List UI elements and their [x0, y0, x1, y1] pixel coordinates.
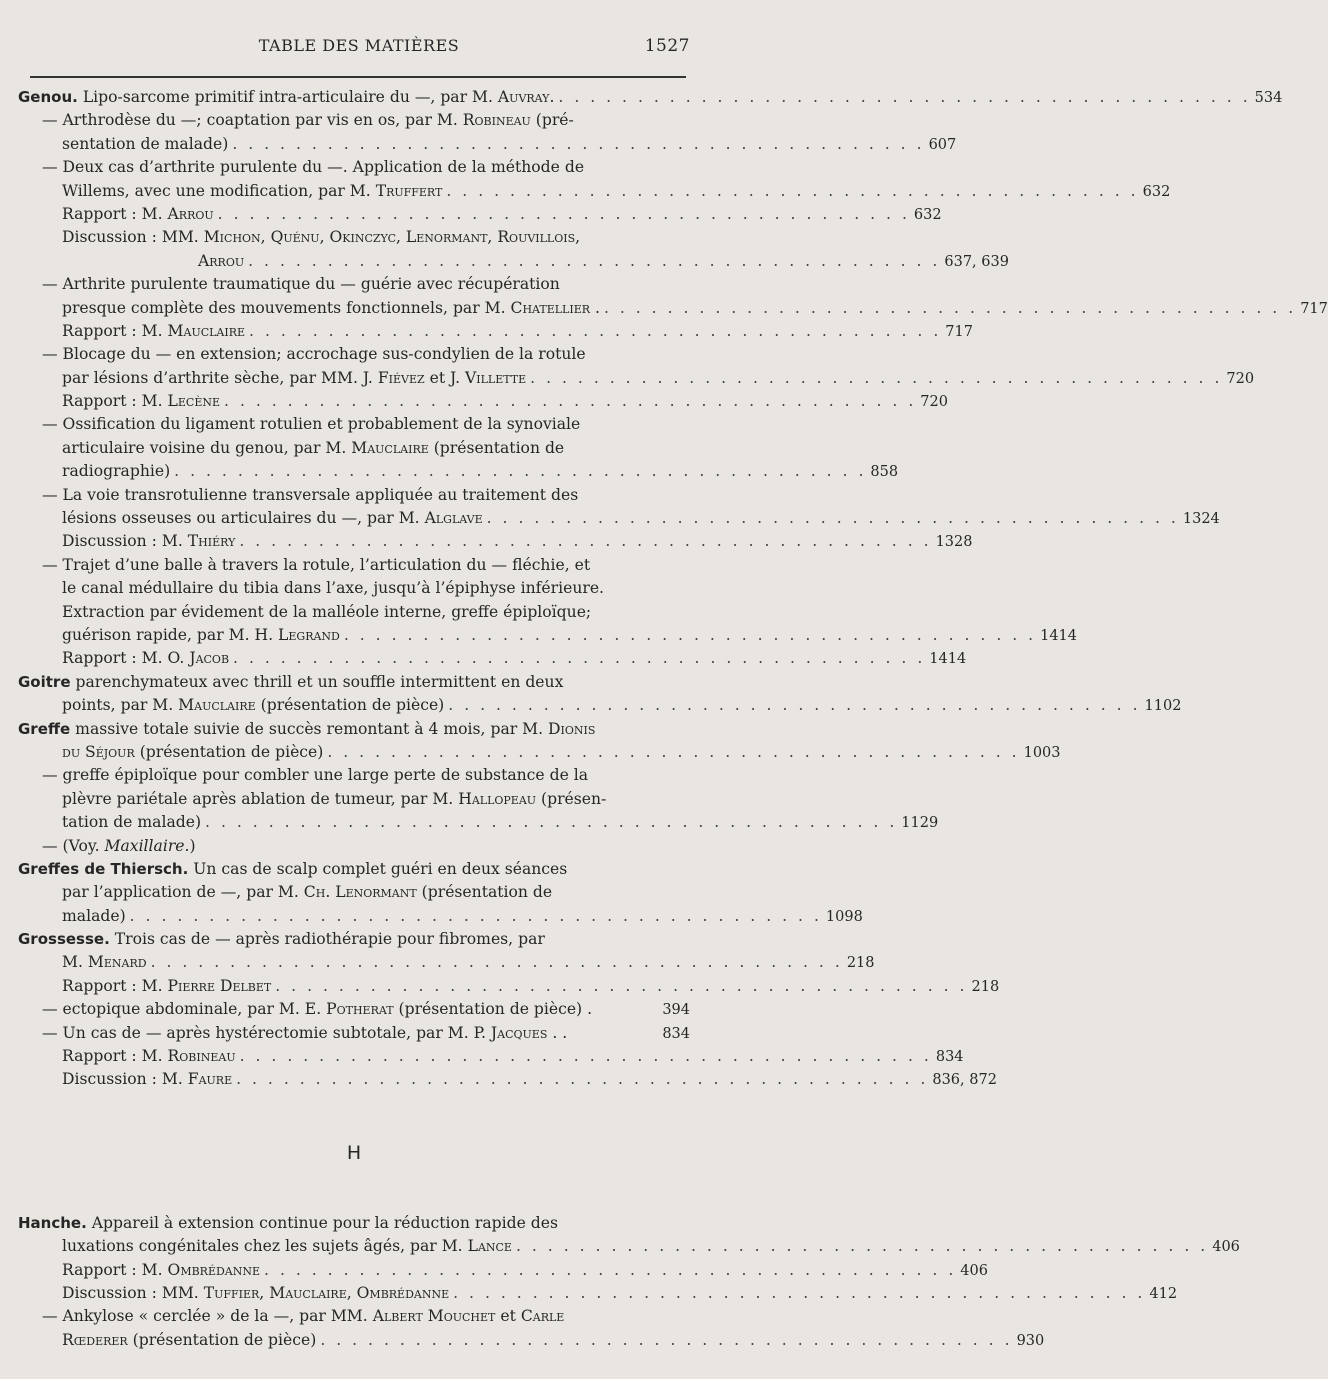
index-entry-line: [18, 1305, 690, 1328]
index-entry-line: [18, 109, 690, 132]
entry-text: [62, 507, 483, 530]
entry-fragment: Discussion : MM.: [62, 1283, 204, 1302]
index-entry-line: [18, 484, 690, 507]
author-name: Ombrédanne: [167, 1260, 261, 1279]
running-title: TABLE DES MATIÈRES: [258, 36, 460, 55]
entry-fragment: (présen-: [536, 789, 607, 808]
author-name: Tuffier, Mauclaire, Ombrédanne: [203, 1283, 450, 1302]
author-name: Mauclaire: [351, 438, 429, 457]
page-reference: 1414: [929, 651, 967, 668]
dot-leader: . . . . . . . . . . . . . . . . . . . . . . . . . . . . . . . . . . . . . . . . . . . .: [224, 392, 917, 411]
author-name: Hallopeau: [458, 789, 537, 808]
page-reference: 534: [1254, 90, 1283, 106]
index-entry-line: [18, 835, 690, 858]
page-reference: 930: [1016, 1332, 1045, 1349]
entry-text: [62, 133, 228, 156]
entry-text: [62, 741, 323, 764]
entry-fragment: Rapport : M.: [62, 321, 168, 340]
entry-fragment: (présentation de pièce): [127, 1330, 317, 1349]
entry-fragment: par lésions d’arthrite sèche, par MM. J.: [62, 368, 378, 387]
entry-text: [18, 1214, 558, 1232]
entry-fragment: et: [495, 1307, 521, 1326]
index-entry-line: [18, 951, 875, 974]
page-reference: 406: [960, 1262, 988, 1279]
entry-text: [62, 367, 526, 390]
page-reference: 218: [846, 955, 875, 972]
index-entry-line: [18, 1045, 964, 1068]
index-entry-line: [18, 788, 690, 811]
entry-text: [42, 111, 574, 129]
author-name: Menard: [87, 953, 147, 972]
index-entry-line: [18, 413, 690, 436]
entry-fragment: . .: [547, 1023, 568, 1042]
entry-text: [62, 603, 591, 621]
entry-text: [18, 673, 563, 691]
entry-fragment: (présentation de pièce) .: [393, 1000, 593, 1019]
entry-fragment: M.: [62, 953, 88, 972]
entry-text: [62, 905, 126, 928]
entry-fragment: tation de malade): [62, 813, 202, 832]
index-entry-line: [18, 928, 690, 951]
entry-fragment: (présentation de pièce): [255, 696, 445, 715]
page-reference: 1324: [1182, 511, 1220, 528]
index-entry-line: [18, 507, 1220, 530]
author-name: Chatellier: [510, 298, 591, 317]
dot-leader: . . . . . . . . . . . . . . . . . . . . . . . . . . . . . . . . . . . . . . . . . . . .: [327, 742, 1020, 761]
author-name: Lecène: [167, 392, 221, 411]
entry-text: [62, 975, 271, 998]
dot-leader: . . . . . . . . . . . . . . . . . . . . . . . . . . . . . . . . . . . . . . . . . . . .: [275, 976, 968, 995]
dot-leader: . . . . . . . . . . . . . . . . . . . . . . . . . . . . . . . . . . . . . . . . . . . .: [232, 134, 925, 153]
entry-fragment: — greffe épiploïque pour combler une large perte de substance de la: [42, 766, 589, 785]
author-name: Lance: [467, 1237, 512, 1256]
entry-text: [62, 297, 600, 320]
dot-leader: . . . . . . . . . . . . . . . . . . . . . . . . . . . . . . . . . . . . . . . . . . . .: [129, 906, 822, 925]
entry-text: [62, 1259, 260, 1282]
page-reference: 834: [662, 1025, 690, 1042]
entry-fragment: Rapport : M.: [62, 976, 168, 995]
index-entry-line: [18, 297, 1328, 320]
page-reference: 834: [935, 1049, 964, 1066]
entry-text: [62, 180, 442, 203]
dot-leader: . . . . . . . . . . . . . . . . . . . . . . . . . . . . . . . . . . . . . . . . . . . .: [249, 321, 942, 340]
author-name: Albert Mouchet: [372, 1307, 496, 1326]
entry-fragment: Maxillaire.: [104, 836, 190, 855]
page-reference: 1129: [901, 815, 939, 832]
page-reference: 720: [920, 394, 948, 411]
author-name: Alglave: [424, 509, 483, 528]
index-section-g: [18, 86, 1328, 1092]
entry-fragment: Rapport : M. O.: [62, 649, 190, 668]
dot-leader: . . . . . . . . . . . . . . . . . . . . . . . . . . . . . . . . . . . . . . . . . . . .: [530, 368, 1223, 387]
entry-text: [18, 720, 595, 738]
headword: Genou.: [18, 88, 78, 106]
entry-text: [42, 1307, 564, 1325]
index-entry-line: [18, 86, 1283, 109]
entry-text: [62, 530, 235, 553]
entry-text: [62, 1282, 449, 1305]
page-reference: 632: [1142, 183, 1171, 200]
author-name: Villette: [465, 368, 527, 387]
page-reference: 717: [1300, 300, 1328, 317]
entry-fragment: Rapport : M.: [62, 204, 168, 223]
entry-fragment: (présentation de pièce): [134, 742, 324, 761]
index-entry-line: [18, 577, 690, 600]
dot-leader: . . . . . . . . . . . . . . . . . . . . . . . . . . . . . . . . . . . . . . . . . . . .: [486, 509, 1179, 528]
author-name: Michon, Quénu, Okinczyc, Lenormant, Rouvillois,: [203, 228, 581, 247]
entry-text: [42, 415, 580, 433]
entry-fragment: Un cas de scalp complet guéri en deux séances: [188, 859, 568, 878]
entry-fragment: Discussion : M.: [62, 1070, 188, 1089]
page-reference: 1328: [935, 534, 973, 551]
index-entry-line: [18, 624, 1078, 647]
entry-text: [42, 837, 196, 855]
author-name: Pierre Delbet: [167, 976, 272, 995]
page-reference: 717: [945, 323, 973, 340]
entry-fragment: — ectopique abdominale, par M. E.: [42, 1000, 327, 1019]
entry-text: [62, 460, 170, 483]
dot-leader: . . . . . . . . . . . . . . . . . . . . . . . . . . . . . . . . . . . . . . . . . . . .: [264, 1260, 957, 1279]
index-entry-line: [18, 1212, 690, 1235]
page-reference: 858: [870, 464, 899, 481]
entry-text: [18, 86, 554, 109]
entry-text: [42, 766, 588, 784]
author-name: Truffert: [375, 181, 443, 200]
index-entry-line: [18, 647, 967, 670]
entry-fragment: Discussion : M.: [62, 532, 188, 551]
entry-fragment: malade): [62, 906, 126, 925]
entry-text: [18, 930, 545, 948]
entry-text: [62, 624, 340, 647]
entry-fragment: le canal médullaire du tibia dans l’axe, jusqu’à l’épiphyse inférieure.: [62, 579, 605, 598]
dot-leader: . . . . . . . . . . . . . . . . . . . . . . . . . . . . . . . . . . . . . . . . . . . .: [174, 462, 867, 481]
author-name: Thiéry: [187, 532, 236, 551]
dot-leader: . . . . . . . . . . . . . . . . . . . . . . . . . . . . . . . . . . . . . . . . . . . .: [217, 204, 910, 223]
page-reference: 1414: [1040, 627, 1078, 644]
dot-leader: . . . . . . . . . . . . . . . . . . . . . . . . . . . . . . . . . . . . . . . . . . . .: [558, 88, 1251, 106]
index-entry-line: [18, 320, 973, 343]
index-entry-line: [18, 905, 863, 928]
page-reference: 720: [1226, 370, 1255, 387]
index-entry-line: [18, 1068, 997, 1091]
entry-text: [62, 811, 201, 834]
entry-fragment: presque complète des mouvements fonctionnels, par M.: [62, 298, 511, 317]
page-reference: 406: [1212, 1239, 1240, 1256]
index-entry-line: [18, 203, 942, 226]
section-letter-h: H: [346, 1141, 362, 1164]
page-reference: 1098: [825, 908, 863, 925]
index-entry-line: [18, 671, 690, 694]
index-entry-line: [18, 437, 690, 460]
dot-leader: . . . . . . . . . . . . . . . . . . . . . . . . . . . . . . . . . . . . . . . . . . . .: [603, 298, 1297, 317]
entry-fragment: radiographie): [62, 462, 171, 481]
entry-fragment: ): [189, 836, 196, 855]
entry-fragment: articulaire voisine du genou, par M.: [62, 438, 352, 457]
entry-fragment: — Ossification du ligament rotulien et probablement de la synoviale: [42, 415, 581, 434]
entry-fragment: sentation de malade): [62, 134, 229, 153]
entry-fragment: (présentation de: [428, 438, 565, 457]
author-name: Arrou: [198, 251, 245, 270]
entry-text: [62, 951, 147, 974]
index-entry-line: [18, 1235, 1240, 1258]
entry-text: [62, 320, 245, 343]
index-entry-line: [18, 343, 690, 366]
index-entry-line: [18, 1259, 988, 1282]
entry-fragment: luxations congénitales chez les sujets âgés, par M.: [62, 1237, 468, 1256]
author-name: Mauclaire: [167, 321, 246, 340]
dot-leader: . . . . . . . . . . . . . . . . . . . . . . . . . . . . . . . . . . . . . . . . . . . .: [205, 813, 898, 832]
index-entry-line: [18, 1022, 690, 1045]
page-reference: 637, 639: [944, 253, 1009, 270]
index-entry-line: [18, 554, 690, 577]
page-reference: 394: [662, 1002, 690, 1019]
page-reference: 836, 872: [932, 1072, 997, 1089]
entry-text: [62, 439, 564, 457]
entry-fragment: lésions osseuses ou articulaires du —, par M.: [62, 509, 425, 528]
entry-text: [62, 228, 580, 246]
entry-fragment: (présentation de: [416, 883, 553, 902]
author-name: Faure: [187, 1070, 233, 1089]
entry-fragment: Discussion : MM.: [62, 228, 204, 247]
headword: Hanche.: [18, 1213, 87, 1232]
index-entry-line: [18, 180, 1171, 203]
entry-fragment: Rapport : M.: [62, 1260, 168, 1279]
entry-fragment: .: [549, 88, 555, 106]
entry-fragment: Extraction par évidement de la malléole interne, greffe épiploïque;: [62, 602, 592, 621]
index-entry-line: [18, 998, 690, 1021]
headword: Greffes de Thiersch.: [18, 859, 189, 878]
dot-leader: . . . . . . . . . . . . . . . . . . . . . . . . . . . . . . . . . . . . . . . . . . . .: [239, 532, 932, 551]
index-entry-line: [18, 764, 690, 787]
entry-fragment: Willems, avec une modification, par M.: [62, 181, 376, 200]
index-entry-line: [18, 367, 1255, 390]
author-name: Carle: [520, 1307, 565, 1326]
index-entry-line: [18, 975, 1000, 998]
entry-fragment: — (Voy.: [42, 836, 105, 855]
entry-fragment: guérison rapide, par M. H.: [62, 625, 279, 644]
entry-text: [62, 647, 229, 670]
author-name: Robineau: [167, 1047, 236, 1066]
page-reference: 1102: [1144, 698, 1182, 715]
index-section-h: [18, 1212, 1240, 1352]
dot-leader: . . . . . . . . . . . . . . . . . . . . . . . . . . . . . . . . . . . . . . . . . . . .: [150, 953, 843, 972]
entry-text: [62, 1235, 512, 1258]
header-rule: [30, 76, 686, 78]
index-entry-line: [18, 811, 939, 834]
entry-text: [42, 486, 578, 504]
entry-text: [62, 390, 220, 413]
entry-text: [42, 998, 592, 1021]
entry-fragment: par l’application de —, par M.: [62, 883, 304, 902]
index-entry-line: [18, 273, 690, 296]
dot-leader: . . . . . . . . . . . . . . . . . . . . . . . . . . . . . . . . . . . . . . . . . . . .: [446, 181, 1139, 200]
headword: Goitre: [18, 672, 71, 691]
author-name: Robineau: [462, 111, 531, 130]
entry-text: [62, 1045, 236, 1068]
author-name: Rœderer: [62, 1330, 128, 1349]
entry-fragment: — La voie transrotulienne transversale appliquée au traitement des: [42, 485, 579, 504]
entry-text: [42, 158, 584, 176]
index-entry-line: [18, 460, 899, 483]
page-number: 1527: [644, 36, 690, 56]
dot-leader: . . . . . . . . . . . . . . . . . . . . . . . . . . . . . . . . . . . . . . . . . . . .: [515, 1237, 1209, 1256]
index-content: [18, 86, 1328, 1352]
dot-leader: . . . . . . . . . . . . . . . . . . . . . . . . . . . . . . . . . . . . . . . . . . . .: [453, 1283, 1146, 1302]
entry-text: [62, 1068, 232, 1091]
entry-fragment: — Ankylose « cerclée » de la —, par MM.: [42, 1307, 373, 1326]
entry-fragment: parenchymateux avec thrill et un souffle intermittent en deux: [70, 672, 564, 691]
entry-text: [62, 883, 552, 901]
entry-text: [42, 1022, 567, 1045]
entry-text: [18, 860, 567, 878]
entry-text: [62, 790, 606, 808]
headword: Greffe: [18, 719, 71, 738]
entry-fragment: et J.: [424, 368, 466, 387]
author-name: Legrand: [278, 625, 340, 644]
entry-text: [42, 345, 586, 363]
entry-fragment: — Blocage du — en extension; accrochage sus-condylien de la rotule: [42, 345, 586, 364]
author-name: Jacques: [490, 1023, 548, 1042]
dot-leader: . . . . . . . . . . . . . . . . . . . . . . . . . . . . . . . . . . . . . . . . . . . .: [320, 1330, 1013, 1349]
dot-leader: . . . . . . . . . . . . . . . . . . . . . . . . . . . . . . . . . . . . . . . . . . . .: [233, 649, 926, 668]
entry-fragment: .: [590, 298, 600, 317]
entry-text: [42, 275, 560, 293]
page-reference: 607: [928, 136, 957, 153]
entry-fragment: Appareil à extension continue pour la réduction rapide des: [86, 1213, 559, 1232]
index-entry-line: [18, 1329, 1045, 1352]
index-entry-line: [18, 718, 690, 741]
author-name: Ch. Lenormant: [303, 883, 417, 902]
author-name: Auvray: [497, 88, 550, 106]
dot-leader: . . . . . . . . . . . . . . . . . . . . . . . . . . . . . . . . . . . . . . . . . . . .: [236, 1070, 929, 1089]
index-entry-line: [18, 858, 690, 881]
entry-fragment: Trois cas de — après radiothérapie pour fibromes, par: [109, 930, 545, 949]
index-entry-line: [18, 741, 1061, 764]
entry-text: [198, 250, 244, 273]
entry-fragment: points, par M.: [62, 696, 179, 715]
page-reference: 218: [971, 978, 1000, 995]
entry-text: [62, 1329, 316, 1352]
author-name: Mauclaire: [178, 696, 256, 715]
entry-fragment: — Arthrodèse du —; coaptation par vis en os, par M.: [42, 111, 463, 130]
author-name: Jacob: [189, 649, 230, 668]
entry-text: [62, 579, 604, 597]
entry-fragment: Rapport : M.: [62, 1047, 168, 1066]
entry-fragment: — Deux cas d’arthrite purulente du —. Application de la méthode de: [42, 158, 585, 177]
author-name: Potherat: [326, 1000, 394, 1019]
entry-fragment: — Trajet d’une balle à travers la rotule, l’articulation du — fléchie, et: [42, 555, 591, 574]
index-entry-line: [18, 250, 1009, 273]
dot-leader: . . . . . . . . . . . . . . . . . . . . . . . . . . . . . . . . . . . . . . . . . . . .: [248, 251, 941, 270]
entry-text: [62, 203, 214, 226]
index-entry-line: [18, 530, 973, 553]
index-entry-line: [18, 226, 690, 249]
author-name: Dionis: [548, 719, 596, 738]
index-entry-line: [18, 390, 948, 413]
entry-fragment: Rapport : M.: [62, 392, 168, 411]
index-entry-line: [18, 1282, 1178, 1305]
page-reference: 1003: [1023, 744, 1061, 761]
headword: Grossesse.: [18, 930, 110, 949]
index-entry-line: [18, 881, 690, 904]
author-name: Arrou: [167, 204, 214, 223]
index-entry-line: [18, 156, 690, 179]
author-name: Fiévez: [377, 368, 425, 387]
index-entry-line: [18, 133, 957, 156]
entry-fragment: plèvre pariétale après ablation de tumeur, par M.: [62, 789, 459, 808]
entry-fragment: massive totale suivie de succès remontant à 4 mois, par M.: [70, 719, 549, 738]
index-entry-line: [18, 601, 690, 624]
dot-leader: . . . . . . . . . . . . . . . . . . . . . . . . . . . . . . . . . . . . . . . . . . . .: [239, 1047, 932, 1066]
dot-leader: . . . . . . . . . . . . . . . . . . . . . . . . . . . . . . . . . . . . . . . . . . . .: [343, 625, 1037, 644]
index-entry-line: [18, 694, 1182, 717]
entry-fragment: — Un cas de — après hystérectomie subtotale, par M. P.: [42, 1023, 491, 1042]
page-reference: 412: [1149, 1285, 1178, 1302]
page-header: [28, 36, 690, 62]
entry-fragment: — Arthrite purulente traumatique du — guérie avec récupération: [42, 275, 560, 294]
entry-fragment: (pré-: [530, 111, 574, 130]
entry-fragment: Lipo-sarcome primitif intra-articulaire du —, par M.: [77, 88, 498, 106]
author-name: du Séjour: [62, 742, 135, 761]
page-reference: 632: [913, 206, 942, 223]
entry-text: [42, 556, 590, 574]
entry-text: [62, 694, 444, 717]
dot-leader: . . . . . . . . . . . . . . . . . . . . . . . . . . . . . . . . . . . . . . . . . . . .: [448, 696, 1141, 715]
